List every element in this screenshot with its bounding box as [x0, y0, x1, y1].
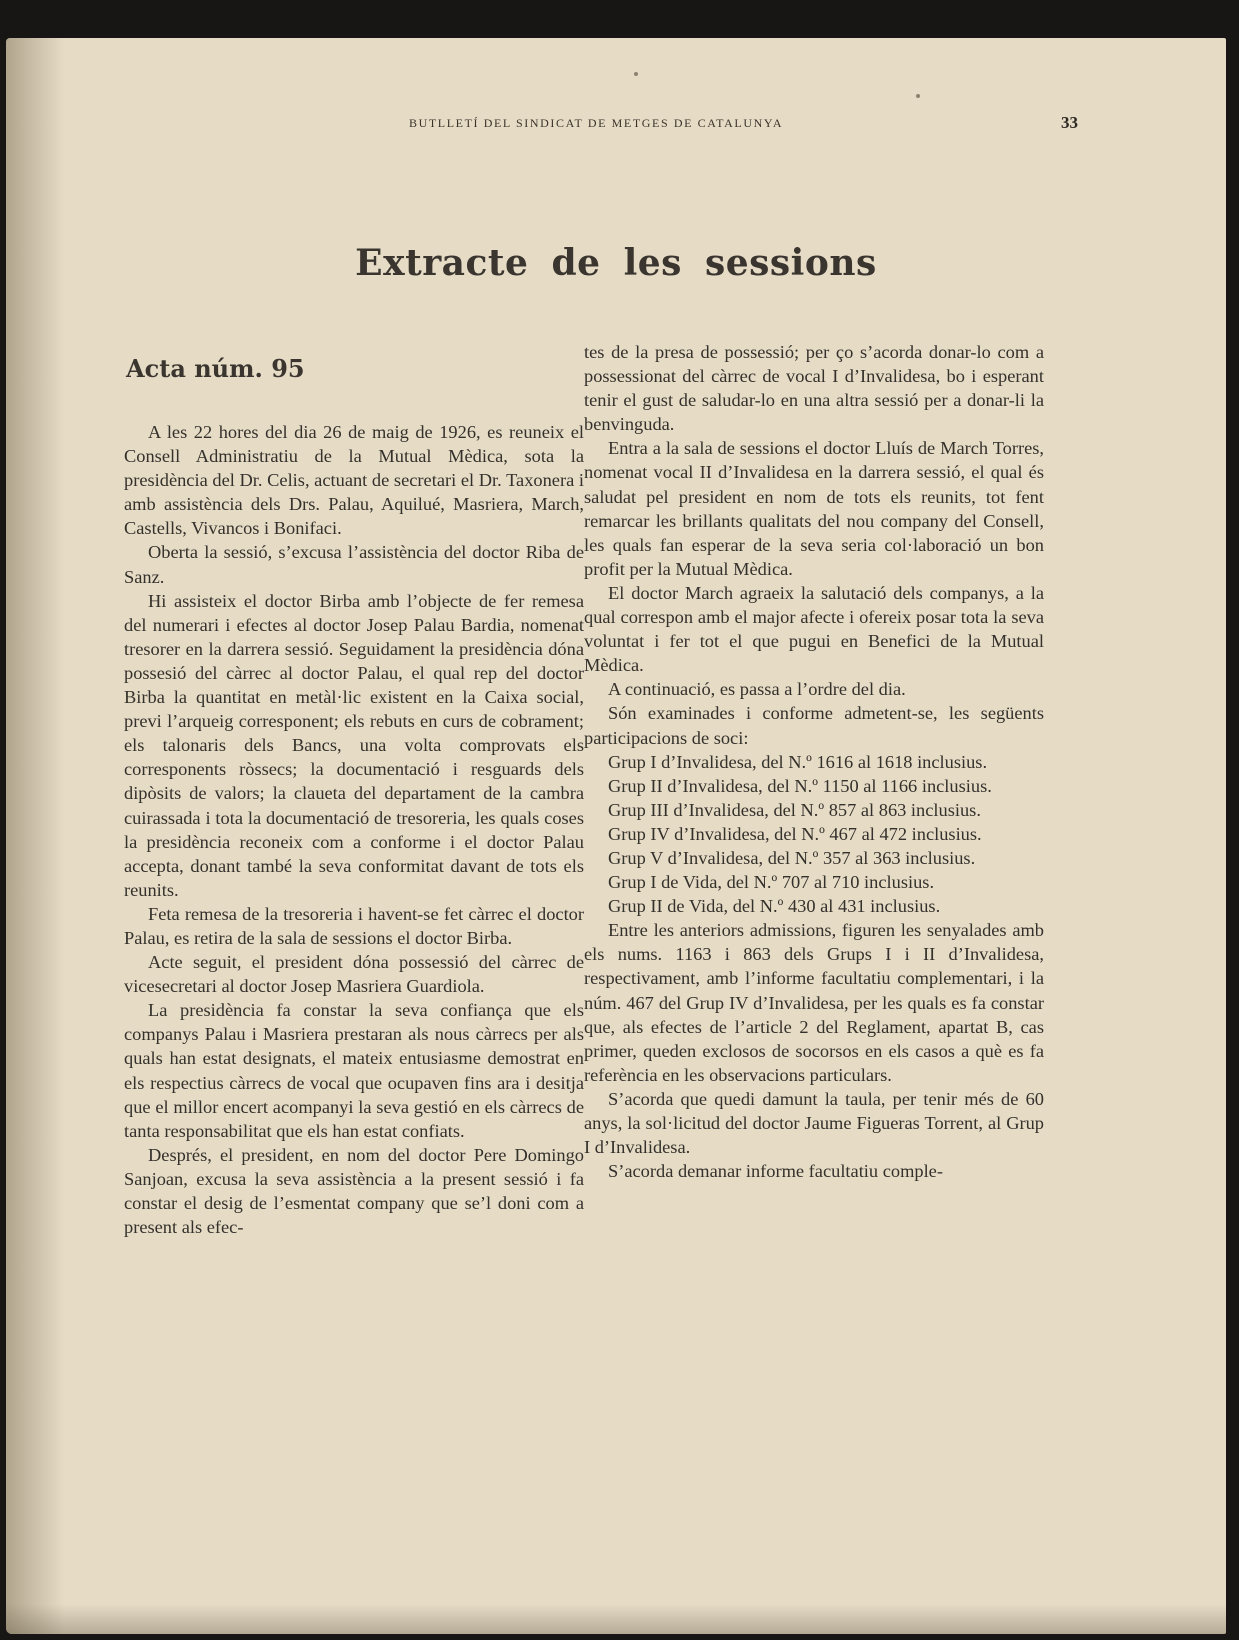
paper-speck [634, 72, 638, 76]
bottom-shadow [6, 1604, 1226, 1634]
grup-entry: Grup I d’Invalidesa, del N.º 1616 al 1618 inclusius. [608, 751, 988, 772]
paragraph: Feta remesa de la tresoreria i havent-se fet càrrec el doctor Palau, es retira de la sala de sessions el doctor Birba. [124, 903, 584, 948]
paragraph: S’acorda que quedi damunt la taula, per tenir més de 60 anys, la sol·licitud del doctor Jaume Figueras Torrent, al Grup I d’Invalidesa. [584, 1088, 1044, 1158]
paragraph: Hi assisteix el doctor Birba amb l’objecte de fer remesa del numerari i efectes al doctor Josep Palau Bardia, nomenat tresorer en la darrera sessió. Seguidament la presidència dóna possesió del càrrec al doctor Palau, el qual rep del doctor Birba la quantitat en metàl·lic existent en la Caixa social, previ l’arqueig corresponent; els rebuts en curs de cobrament; els talonaris dels Bancs, una volta comprovats els corresponents ròssecs; la documentació i resguards dels dipòsits de valors; la claueta del departament de la cambra cuirassada i tota la documentació de tresoreria, les quals coses la presidència reconeix com a conforme i el doctor Palau accepta, donant també la seva conformitat davant de tots els reunits. [124, 590, 584, 900]
paragraph: Acte seguit, el president dóna possessió del càrrec de vicesecretari al doctor Josep Masriera Guardiola. [124, 952, 584, 997]
paragraph: Entre les anteriors admissions, figuren les senyalades amb els nums. 1163 i 863 dels Grups I i II d’Invalidesa, respectivament, amb l’informe facultatiu complementari, i la núm. 467 del Grup IV d’Invalidesa, per les quals es fa constar que, als efectes de l’article 2 del Reglament, apartat B, cas primer, queden exclosos de socorsos en els casos a què es fa referència en les observacions particulars. [584, 920, 1044, 1085]
paragraph: Oberta la sessió, s’excusa l’assistència del doctor Riba de Sanz. [124, 542, 584, 587]
section-heading: Acta núm. 95 [126, 354, 305, 383]
paragraph: El doctor March agraeix la salutació dels companys, a la qual correspon amb el major afecte i ofereix posar tota la seva voluntat i fer tot el que pugui en Benefici de la Mutual Mèdica. [584, 582, 1044, 676]
paragraph: Entra a la sala de sessions el doctor Lluís de March Torres, nomenat vocal II d’Invalidesa en la darrera sessió, el qual és saludat pel president en nom de tots els reunits, tot fent remarcar les brillants qualitats del nou company del Consell, les quals fan esperar de la seva seria col·laboració un bon profit per la Mutual Mèdica. [584, 438, 1044, 579]
right-column [584, 340, 1044, 1183]
paragraph: Són examinades i conforme admetent-se, les següents participacions de soci: [584, 703, 1044, 748]
grup-entry: Grup II d’Invalidesa, del N.º 1150 al 1166 inclusius. [608, 775, 992, 796]
paragraph: La presidència fa constar la seva confiança que els companys Palau i Masriera prestaran als nous càrrecs per als quals han estat designats, el mateix entusiasme demostrat en els respectius càrrecs de vocal que ocupaven fins ara i desitja que el millor encert acompanyi la seva gestió en els càrrecs de tanta responsabilitat que els han estat confiats. [124, 1000, 584, 1141]
paragraph: Després, el president, en nom del doctor Pere Domingo Sanjoan, excusa la seva assistència a la present sessió i fa constar el desig de l’esmentat company que se’l doni com a present als efec- [124, 1144, 584, 1238]
grup-entry: Grup V d’Invalidesa, del N.º 357 al 363 inclusius. [608, 847, 976, 868]
document-page [6, 38, 1226, 1634]
page-title: Extracte de les sessions [355, 242, 877, 284]
running-header: BUTLLETÍ DEL SINDICAT DE METGES DE CATALUNYA [409, 116, 784, 130]
grup-entry: Grup II de Vida, del N.º 430 al 431 inclusius. [608, 896, 941, 917]
paragraph: A continuació, es passa a l’ordre del dia. [608, 679, 906, 700]
grup-entry: Grup III d’Invalidesa, del N.º 857 al 863 inclusius. [608, 799, 981, 820]
paper-speck [916, 94, 920, 98]
grup-entry: Grup IV d’Invalidesa, del N.º 467 al 472 inclusius. [608, 823, 982, 844]
paragraph: A les 22 hores del dia 26 de maig de 1926, es reuneix el Consell Administratiu de la Mutual Mèdica, sota la presidència del Dr. Celis, actuant de secretari el Dr. Taxonera i amb assistència dels Drs. Palau, Aquilué, Masriera, March, Castells, Vivancos i Bonifaci. [124, 422, 584, 539]
paragraph: S’acorda demanar informe facultatiu comple- [608, 1161, 943, 1182]
grup-entry: Grup I de Vida, del N.º 707 al 710 inclusius. [608, 872, 935, 893]
page-number: 33 [1061, 113, 1078, 132]
paragraph-continuation: tes de la presa de possessió; per ço s’acorda donar-lo com a possessionat del càrrec de vocal I d’Invalidesa, bo i esperant tenir el gust de saludar-lo en una altra sessió per a donar-li la benvinguda. [584, 342, 1044, 435]
left-column [124, 420, 584, 1239]
